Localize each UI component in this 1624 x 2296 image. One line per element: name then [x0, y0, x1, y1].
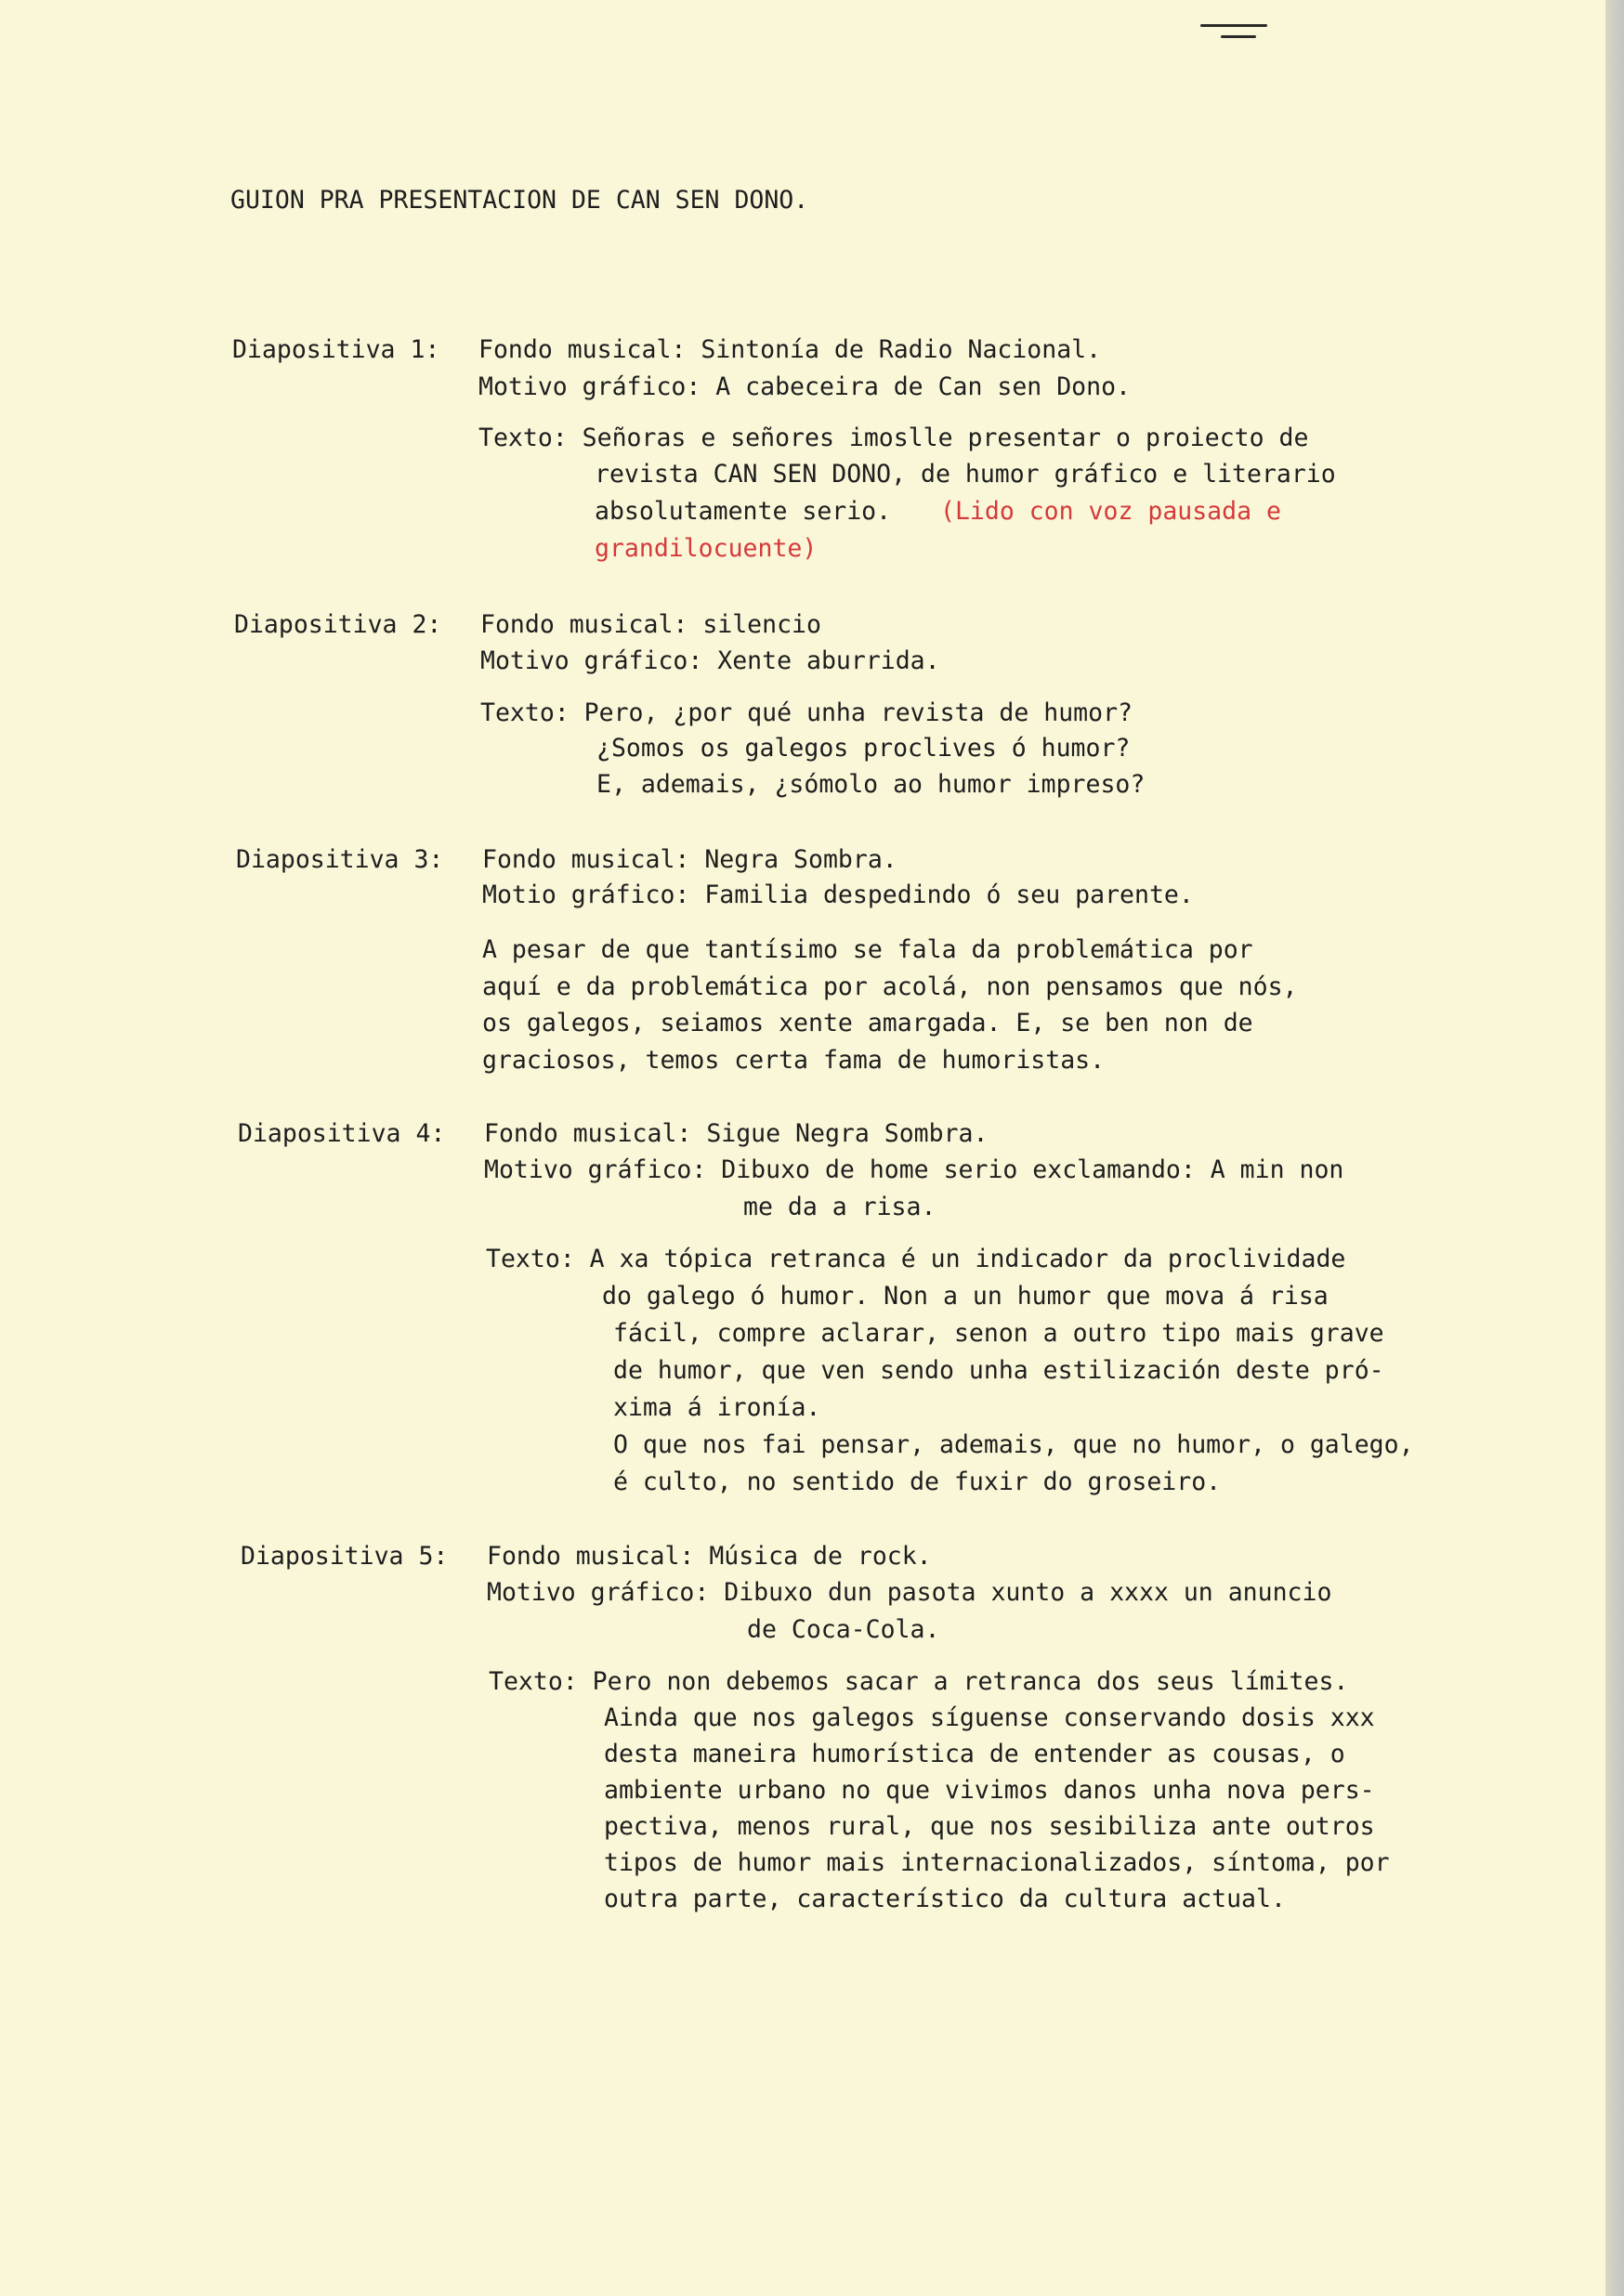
slide-5-text-line: Texto: Pero non debemos sacar a retranca dos seus límites.: [489, 1667, 1349, 1696]
slide-5-text-line: tipos de humor mais internacionalizados, síntoma, por: [604, 1848, 1390, 1877]
slide-3-music: Fondo musical: Negra Sombra.: [482, 845, 897, 874]
slide-5-text-line: pectiva, menos rural, que nos sesibiliza ante outros: [604, 1812, 1375, 1841]
slide-4-text-line: é culto, no sentido de fuxir do groseiro.: [613, 1468, 1222, 1496]
slide-2-text-line: E, ademais, ¿sómolo ao humor impreso?: [596, 770, 1146, 799]
slide-4-text-line: do galego ó humor. Non a un humor que mova á risa: [602, 1282, 1329, 1311]
slide-5-text-line: outra parte, característico da cultura actual.: [604, 1885, 1286, 1913]
slide-2-text-line: ¿Somos os galegos proclives ó humor?: [596, 734, 1131, 763]
paper-edge: [1605, 0, 1624, 2296]
slide-5-graphic: Motivo gráfico: Dibuxo dun pasota xunto a xxxx un anuncio: [487, 1578, 1332, 1607]
slide-4-text-line: Texto: A xa tópica retranca é un indicador da proclividade: [486, 1245, 1346, 1273]
slide-5-label: Diapositiva 5:: [241, 1542, 449, 1571]
slide-3-text-line: aquí e da problemática por acolá, non pensamos que nós,: [482, 972, 1298, 1001]
slide-5-music: Fondo musical: Música de rock.: [487, 1542, 932, 1571]
slide-5-text-line: ambiente urbano no que vivimos danos unha nova pers-: [604, 1776, 1375, 1805]
slide-3-text-line: graciosos, temos certa fama de humoristas.: [482, 1046, 1106, 1075]
slide-1-text-line: revista CAN SEN DONO, de humor gráfico e literario: [595, 460, 1336, 489]
slide-2-label: Diapositiva 2:: [234, 610, 442, 639]
slide-1-label: Diapositiva 1:: [232, 335, 440, 364]
slide-1-text-line: Texto: Señoras e señores imoslle presentar o proiecto de: [478, 424, 1309, 452]
slide-1-text-line: absolutamente serio.: [595, 497, 892, 526]
slide-3-graphic: Motio gráfico: Familia despedindo ó seu parente.: [482, 881, 1194, 909]
slide-5-text-line: desta maneira humorística de entender as cousas, o: [604, 1740, 1345, 1768]
slide-4-music: Fondo musical: Sigue Negra Sombra.: [484, 1119, 989, 1148]
slide-1-graphic: Motivo gráfico: A cabeceira de Can sen Dono.: [478, 372, 1131, 401]
slide-3-label: Diapositiva 3:: [236, 845, 444, 874]
slide-4-text-line: xima á ironía.: [613, 1393, 821, 1422]
slide-4-label: Diapositiva 4:: [238, 1119, 446, 1148]
slide-2-text-line: Texto: Pero, ¿por qué unha revista de humor?: [480, 698, 1133, 727]
slide-4-text-line: O que nos fai pensar, ademais, que no humor, o galego,: [613, 1430, 1414, 1459]
slide-2-graphic: Motivo gráfico: Xente aburrida.: [480, 646, 940, 675]
slide-1-note: grandilocuente): [595, 534, 818, 563]
slide-2-music: Fondo musical: silencio: [480, 610, 821, 639]
slide-3-text-line: os galegos, seiamos xente amargada. E, se ben non de: [482, 1009, 1253, 1037]
page-title: GUION PRA PRESENTACION DE CAN SEN DONO.: [230, 186, 809, 215]
slide-1-music: Fondo musical: Sintonía de Radio Nacional.: [478, 335, 1102, 364]
slide-3-text-line: A pesar de que tantísimo se fala da problemática por: [482, 935, 1253, 964]
slide-5-graphic: de Coca-Cola.: [747, 1615, 940, 1644]
slide-1-note: (Lido con voz pausada e: [940, 497, 1281, 526]
slide-4-graphic: Motivo gráfico: Dibuxo de home serio exclamando: A min non: [484, 1155, 1344, 1184]
slide-4-text-line: de humor, que ven sendo unha estilización deste pró-: [613, 1356, 1384, 1385]
slide-4-text-line: fácil, compre aclarar, senon a outro tipo mais grave: [613, 1319, 1384, 1348]
slide-4-graphic: me da a risa.: [743, 1193, 936, 1221]
slide-5-text-line: Ainda que nos galegos síguense conservando dosis xxx: [604, 1703, 1375, 1732]
